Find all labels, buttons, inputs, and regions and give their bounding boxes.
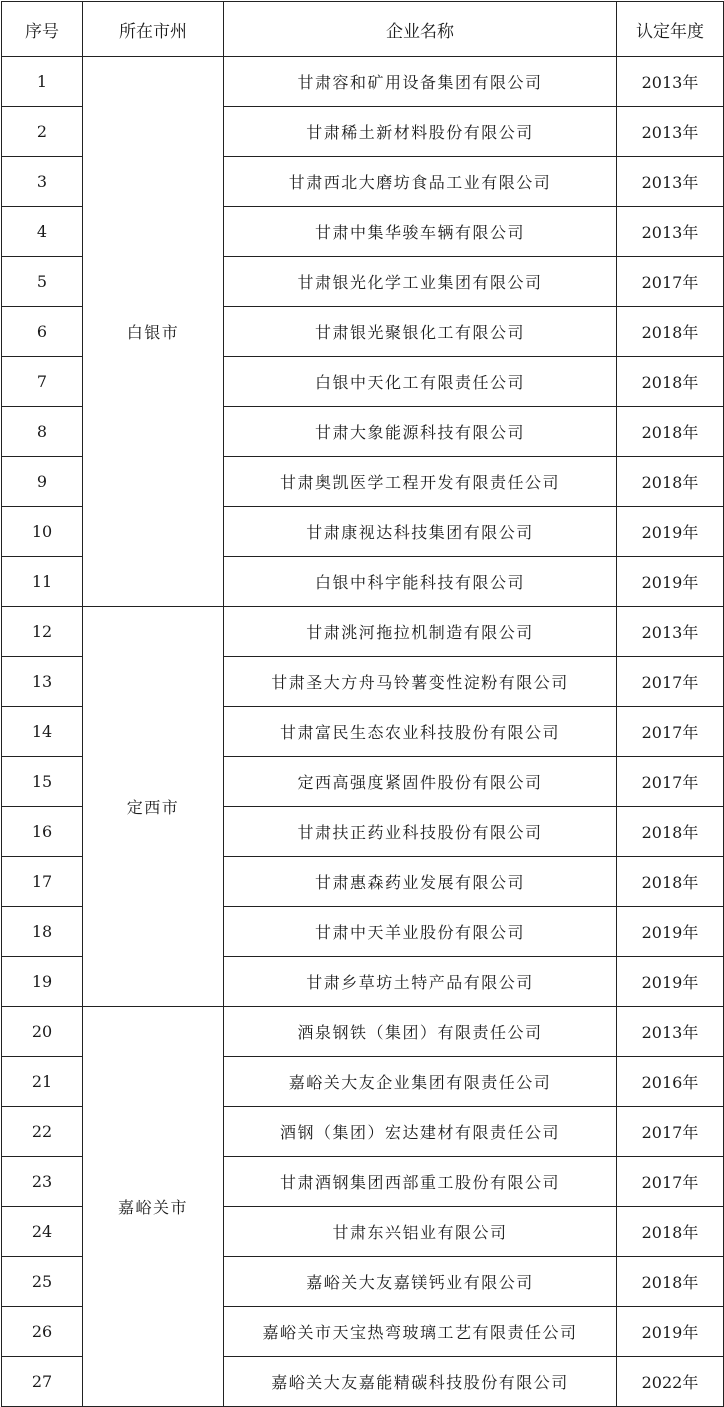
row-index: 12 (2, 607, 83, 657)
company-name: 定西高强度紧固件股份有限公司 (224, 757, 617, 807)
company-name: 甘肃圣大方舟马铃薯变性淀粉有限公司 (224, 657, 617, 707)
company-name: 甘肃乡草坊土特产品有限公司 (224, 957, 617, 1007)
certification-year: 2018年 (617, 807, 724, 857)
city-cell: 定西市 (83, 607, 224, 1007)
row-index: 21 (2, 1057, 83, 1107)
city-cell: 嘉峪关市 (83, 1007, 224, 1407)
company-name: 酒泉钢铁（集团）有限责任公司 (224, 1007, 617, 1057)
row-index: 13 (2, 657, 83, 707)
certification-year: 2018年 (617, 857, 724, 907)
company-name: 甘肃稀土新材料股份有限公司 (224, 107, 617, 157)
certification-year: 2019年 (617, 557, 724, 607)
company-name: 甘肃富民生态农业科技股份有限公司 (224, 707, 617, 757)
certification-year: 2019年 (617, 1307, 724, 1357)
row-index: 3 (2, 157, 83, 207)
row-index: 2 (2, 107, 83, 157)
company-name: 甘肃西北大磨坊食品工业有限公司 (224, 157, 617, 207)
certification-year: 2018年 (617, 1257, 724, 1307)
certification-year: 2017年 (617, 657, 724, 707)
header-row (2, 2, 724, 57)
row-index: 10 (2, 507, 83, 557)
certification-year: 2013年 (617, 607, 724, 657)
company-name: 甘肃扶正药业科技股份有限公司 (224, 807, 617, 857)
company-name: 甘肃奥凯医学工程开发有限责任公司 (224, 457, 617, 507)
header-company: 企业名称 (224, 2, 617, 57)
company-name: 白银中科宇能科技有限公司 (224, 557, 617, 607)
row-index: 5 (2, 257, 83, 307)
row-index: 6 (2, 307, 83, 357)
certification-year: 2019年 (617, 957, 724, 1007)
table-row (2, 607, 724, 657)
row-index: 8 (2, 407, 83, 457)
certification-year: 2017年 (617, 757, 724, 807)
row-index: 11 (2, 557, 83, 607)
table-body (2, 57, 724, 1407)
row-index: 16 (2, 807, 83, 857)
row-index: 9 (2, 457, 83, 507)
row-index: 19 (2, 957, 83, 1007)
certification-year: 2018年 (617, 457, 724, 507)
row-index: 26 (2, 1307, 83, 1357)
row-index: 24 (2, 1207, 83, 1257)
certification-year: 2013年 (617, 57, 724, 107)
company-name: 甘肃容和矿用设备集团有限公司 (224, 57, 617, 107)
row-index: 23 (2, 1157, 83, 1207)
company-name: 酒钢（集团）宏达建材有限责任公司 (224, 1107, 617, 1157)
header-city: 所在市州 (83, 2, 224, 57)
row-index: 20 (2, 1007, 83, 1057)
enterprise-table (1, 1, 724, 1407)
company-name: 甘肃康视达科技集团有限公司 (224, 507, 617, 557)
company-name: 甘肃东兴铝业有限公司 (224, 1207, 617, 1257)
row-index: 1 (2, 57, 83, 107)
certification-year: 2019年 (617, 507, 724, 557)
company-name: 甘肃中天羊业股份有限公司 (224, 907, 617, 957)
company-name: 甘肃银光化学工业集团有限公司 (224, 257, 617, 307)
certification-year: 2018年 (617, 1207, 724, 1257)
company-name: 甘肃酒钢集团西部重工股份有限公司 (224, 1157, 617, 1207)
company-name: 嘉峪关大友企业集团有限责任公司 (224, 1057, 617, 1107)
certification-year: 2019年 (617, 907, 724, 957)
company-name: 嘉峪关大友嘉能精碳科技股份有限公司 (224, 1357, 617, 1407)
table-header (2, 2, 724, 57)
certification-year: 2018年 (617, 407, 724, 457)
certification-year: 2017年 (617, 1157, 724, 1207)
row-index: 15 (2, 757, 83, 807)
company-name: 嘉峪关大友嘉镁钙业有限公司 (224, 1257, 617, 1307)
certification-year: 2017年 (617, 1107, 724, 1157)
company-name: 甘肃洮河拖拉机制造有限公司 (224, 607, 617, 657)
row-index: 17 (2, 857, 83, 907)
certification-year: 2022年 (617, 1357, 724, 1407)
row-index: 27 (2, 1357, 83, 1407)
company-name: 嘉峪关市天宝热弯玻璃工艺有限责任公司 (224, 1307, 617, 1357)
row-index: 7 (2, 357, 83, 407)
certification-year: 2018年 (617, 357, 724, 407)
row-index: 22 (2, 1107, 83, 1157)
certification-year: 2017年 (617, 257, 724, 307)
certification-year: 2013年 (617, 1007, 724, 1057)
row-index: 14 (2, 707, 83, 757)
company-name: 甘肃惠森药业发展有限公司 (224, 857, 617, 907)
company-name: 白银中天化工有限责任公司 (224, 357, 617, 407)
certification-year: 2018年 (617, 307, 724, 357)
row-index: 25 (2, 1257, 83, 1307)
company-name: 甘肃中集华骏车辆有限公司 (224, 207, 617, 257)
city-cell: 白银市 (83, 57, 224, 607)
row-index: 4 (2, 207, 83, 257)
company-name: 甘肃大象能源科技有限公司 (224, 407, 617, 457)
company-name: 甘肃银光聚银化工有限公司 (224, 307, 617, 357)
row-index: 18 (2, 907, 83, 957)
certification-year: 2017年 (617, 707, 724, 757)
header-index: 序号 (2, 2, 83, 57)
header-year: 认定年度 (617, 2, 724, 57)
certification-year: 2013年 (617, 207, 724, 257)
table-row (2, 1007, 724, 1057)
table-row (2, 57, 724, 107)
certification-year: 2013年 (617, 157, 724, 207)
certification-year: 2016年 (617, 1057, 724, 1107)
certification-year: 2013年 (617, 107, 724, 157)
